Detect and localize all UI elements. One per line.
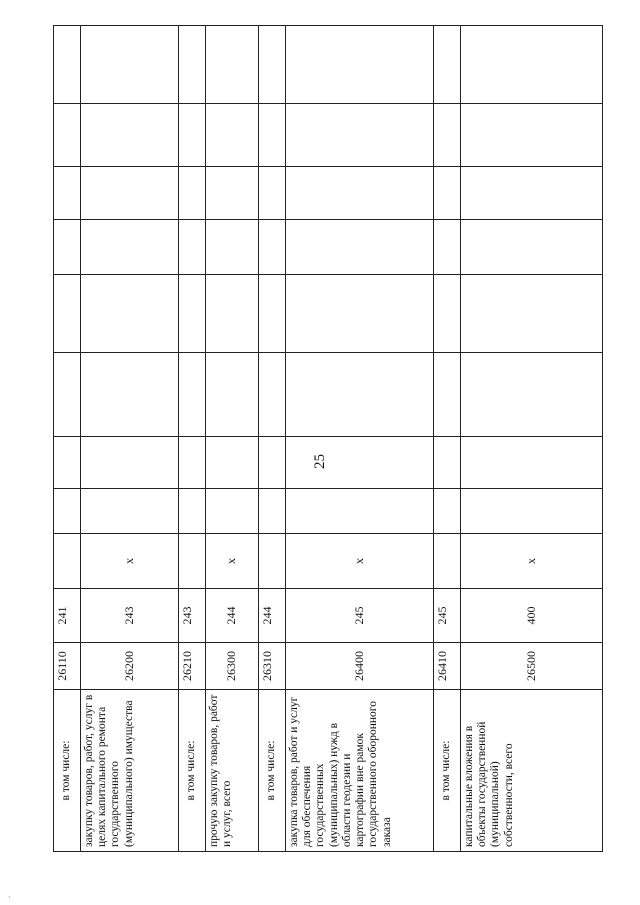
rotated-table-wrapper	[53, 26, 603, 852]
empty-cell	[206, 353, 259, 437]
row-classifier: 243	[179, 589, 206, 643]
empty-cell	[286, 275, 434, 353]
empty-cell	[54, 275, 81, 353]
empty-cell	[81, 220, 179, 275]
empty-cell	[179, 437, 206, 489]
table-row	[259, 26, 286, 852]
row-description: прочую закупку товаров, работ и услуг, всего	[206, 690, 259, 852]
empty-cell	[54, 167, 81, 220]
empty-cell	[286, 220, 434, 275]
empty-cell	[259, 26, 286, 104]
empty-cell	[286, 104, 434, 167]
empty-cell	[259, 437, 286, 489]
row-code: 26400	[286, 643, 434, 690]
empty-cell	[179, 275, 206, 353]
empty-cell	[259, 275, 286, 353]
table-row	[461, 26, 603, 852]
empty-cell	[54, 353, 81, 437]
empty-cell	[206, 220, 259, 275]
table-row	[286, 26, 434, 852]
empty-cell	[434, 26, 461, 104]
empty-cell	[206, 167, 259, 220]
row-mark	[54, 534, 81, 589]
row-classifier: 400	[461, 589, 603, 643]
empty-cell	[286, 437, 434, 489]
empty-cell	[54, 104, 81, 167]
empty-cell	[259, 167, 286, 220]
empty-cell	[461, 220, 603, 275]
row-mark: х	[81, 534, 179, 589]
empty-cell	[81, 104, 179, 167]
row-description: в том числе:	[259, 690, 286, 852]
empty-cell	[461, 489, 603, 534]
row-code: 26410	[434, 643, 461, 690]
empty-cell	[461, 26, 603, 104]
empty-cell	[461, 104, 603, 167]
row-code: 26110	[54, 643, 81, 690]
empty-cell	[206, 104, 259, 167]
empty-cell	[259, 220, 286, 275]
empty-cell	[461, 167, 603, 220]
row-description: в том числе:	[179, 690, 206, 852]
empty-cell	[286, 26, 434, 104]
row-mark	[259, 534, 286, 589]
empty-cell	[179, 353, 206, 437]
row-mark: х	[461, 534, 603, 589]
empty-cell	[54, 26, 81, 104]
empty-cell	[54, 489, 81, 534]
row-description: закупка товаров, работ и услуг для обеспечения государственных (муниципальных) нужд в области геодезии и картографии вне рамок государственного оборонного заказа	[286, 690, 434, 852]
empty-cell	[81, 26, 179, 104]
empty-cell	[81, 489, 179, 534]
empty-cell	[179, 104, 206, 167]
empty-cell	[286, 353, 434, 437]
row-code: 26200	[81, 643, 179, 690]
empty-cell	[434, 104, 461, 167]
empty-cell	[434, 437, 461, 489]
empty-cell	[206, 26, 259, 104]
row-description: капитальные вложения в объекты государственной (муниципальной) собственности, всего	[461, 690, 603, 852]
row-code: 26500	[461, 643, 603, 690]
empty-cell	[286, 489, 434, 534]
row-classifier: 245	[286, 589, 434, 643]
row-mark: х	[206, 534, 259, 589]
empty-cell	[286, 167, 434, 220]
table-row	[434, 26, 461, 852]
row-classifier: 241	[54, 589, 81, 643]
row-code: 26210	[179, 643, 206, 690]
empty-cell	[81, 353, 179, 437]
plan-table	[53, 25, 603, 852]
empty-cell	[434, 167, 461, 220]
row-mark: х	[286, 534, 434, 589]
row-description: в том числе:	[54, 690, 81, 852]
row-code: 26310	[259, 643, 286, 690]
empty-cell	[81, 275, 179, 353]
empty-cell	[434, 220, 461, 275]
row-code: 26300	[206, 643, 259, 690]
empty-cell	[434, 489, 461, 534]
empty-cell	[206, 437, 259, 489]
row-classifier: 244	[259, 589, 286, 643]
empty-cell	[54, 437, 81, 489]
row-classifier: 243	[81, 589, 179, 643]
table-row	[81, 26, 179, 852]
page-number-text: 25	[311, 454, 328, 469]
row-description: в том числе:	[434, 690, 461, 852]
empty-cell	[461, 353, 603, 437]
table-row	[206, 26, 259, 852]
row-mark	[434, 534, 461, 589]
row-classifier: 244	[206, 589, 259, 643]
table-row	[54, 26, 81, 852]
empty-cell	[434, 275, 461, 353]
empty-cell	[259, 104, 286, 167]
row-mark	[179, 534, 206, 589]
empty-cell	[461, 437, 603, 489]
empty-cell	[54, 220, 81, 275]
row-classifier: 245	[434, 589, 461, 643]
empty-cell	[179, 489, 206, 534]
empty-cell	[179, 167, 206, 220]
empty-cell	[206, 489, 259, 534]
scan-mark: ·	[8, 893, 11, 902]
empty-cell	[81, 437, 179, 489]
empty-cell	[179, 26, 206, 104]
empty-cell	[461, 275, 603, 353]
row-description: закупку товаров, работ, услуг в целях капитального ремонта государственного (муниципального) имущества	[81, 690, 179, 852]
table-row	[179, 26, 206, 852]
empty-cell	[81, 167, 179, 220]
empty-cell	[259, 353, 286, 437]
empty-cell	[179, 220, 206, 275]
empty-cell	[434, 353, 461, 437]
empty-cell	[206, 275, 259, 353]
empty-cell	[259, 489, 286, 534]
